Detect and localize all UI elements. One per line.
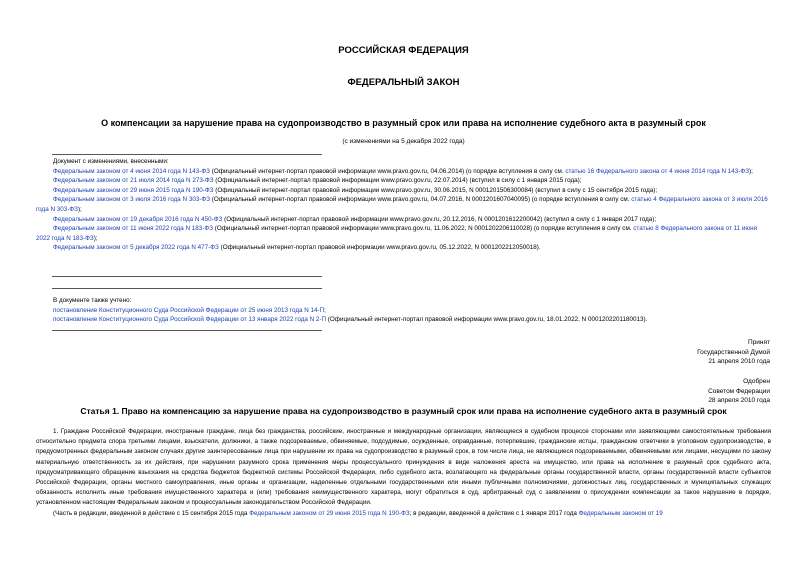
change-item (36, 224, 771, 243)
change-item-tail: ); (749, 167, 753, 175)
law-title: О компенсации за нарушение права на судопроизводство в разумный срок или права на исполнение судебного акта в разумный срок (101, 118, 706, 128)
article-1-paragraph-2 (36, 509, 771, 519)
duma-adoption (697, 338, 770, 367)
article-reference-link[interactable]: статью 8 Федерального закона от 11 июня 2022 года N 183-ФЗ (36, 225, 758, 242)
change-item-text: (Официальный интернет-портал правовой информации www.pravo.gov.ru, 04.06.2014) (о порядке вступления в силу см. (209, 167, 566, 175)
change-item (36, 195, 771, 214)
separator-top (52, 154, 322, 155)
amending-law-link[interactable]: Федеральным законом от 4 июня 2014 года N 143-ФЗ (53, 167, 210, 175)
council-line-3: 28 апреля 2010 года (708, 397, 770, 404)
court-ruling-link[interactable]: постановление Конституционного Суда Российской Федерации от 25 июня 2013 года N 14-П (53, 306, 325, 314)
council-approval (708, 377, 770, 406)
amending-law-link[interactable]: Федеральным законом от 11 июня 2022 года N 183-ФЗ (53, 225, 213, 233)
amending-law-link[interactable]: Федеральным законом от 19 декабря 2016 года N 450-ФЗ (53, 215, 223, 223)
duma-line-3: 21 апреля 2010 года (708, 358, 770, 365)
council-line-1: Одобрен (743, 378, 770, 385)
amending-law-link[interactable]: Федеральным законом от 3 июля 2016 года N 303-ФЗ (53, 196, 211, 204)
doc-type-heading: ФЕДЕРАЛЬНЫЙ ЗАКОН (347, 77, 460, 88)
change-item-text: (Официальный интернет-портал правовой информации www.pravo.gov.ru, 22.07.2014) (вступил в силу с 1 января 2015 года); (213, 177, 582, 185)
duma-line-2: Государственной Думой (697, 348, 770, 356)
considered-item-text: (Официальный интернет-портал правовой информации www.pravo.gov.ru, 18.01.2022, N 0001202201180013). (326, 316, 648, 324)
p2-text-b: ; в редакции, введенной в действие с 1 января 2017 года (409, 509, 579, 517)
separator-mid2 (52, 288, 322, 289)
court-ruling-link[interactable]: постановление Конституционного Суда Российской Федерации от 13 января 2022 года N 2-П (53, 316, 327, 324)
council-line-2: Советом Федерации (708, 387, 770, 395)
amending-law-link[interactable]: Федеральным законом от 21 июля 2014 года N 273-ФЗ (53, 177, 214, 185)
considered-block (36, 296, 771, 325)
article-reference-link[interactable]: статью 4 Федерального закона от 3 июля 2016 года N 303-ФЗ (36, 196, 768, 213)
article-1-paragraph-1: 1. Граждане Российской Федерации, иностранные граждане, лица без гражданства, российские, иностранные и международные организации, являющиеся в судебном процессе сторонами или заявляющими самостоятельные требования относительно предмета спора третьими лицами, взыскатели, должники, а также подозреваемые, обвиняемые, подсудимые, осужденные, оправданные, потерпевшие, гражданские истцы, гражданские ответчики в уголовном судопроизводстве, в предусмотренных федеральным законом случаях другие заинтересованные лица при нарушении их права на судопроизводство в разумный срок, в том числе лица, не являющиеся подозреваемыми, обвиняемыми или лицами, несущими по закону материальную ответственность за их действия, при нарушении разумного срока применения меры процессуального принуждения в виде наложения ареста на имущество, или права на исполнение в разумный срок судебного акта, предусматривающего обращение взыскания на средства бюджетов бюджетной системы Российской Федерации, либо судебного акта, возлагающего на федеральные органы государственной власти, органы государственной власти субъектов Российской Федерации, органы местного самоуправления, иные органы и организации, наделенные отдельными государственными или иными публичными полномочиями, должностных лиц, государственных и муниципальных служащих обязанность исполнить иные требования имущественного характера и (или) требования неимущественного характера, могут обратиться в суд, арбитражный суд с заявлением о присуждении компенсации за такое нарушение в порядке, установленном настоящим Федеральным законом и процессуальным законодательством Российской Федерации. (36, 428, 771, 507)
change-item-text: (Официальный интернет-портал правовой информации www.pravo.gov.ru, 30.06.2015, N 0001201506300084) (вступил в силу с 15 сентября 2015 года); (213, 186, 658, 194)
considered-intro: В документе также учтено: (53, 297, 132, 304)
duma-line-1: Принят (747, 339, 770, 346)
considered-list (36, 306, 771, 325)
change-item (36, 243, 771, 253)
considered-item (36, 306, 771, 316)
article-reference-link[interactable]: статью 16 Федерального закона от 4 июня 2014 года N 143-ФЗ (565, 167, 750, 175)
changes-list (36, 167, 771, 253)
edition-note: (с изменениями на 5 декабря 2022 года) (342, 138, 465, 145)
p2-law-link-2[interactable]: Федеральным законом от 19 (578, 509, 663, 517)
changes-intro: Документ с изменениями, внесенными: (53, 158, 169, 165)
separator-bottom (52, 330, 322, 331)
country-heading: РОССИЙСКАЯ ФЕДЕРАЦИЯ (338, 45, 469, 56)
p2-text-a: (Часть в редакции, введенной в действие с 15 сентября 2015 года (53, 509, 250, 517)
change-item-text: (Официальный интернет-портал правовой информации www.pravo.gov.ru, 20.12.2016, N 0001201612200042) (вступил в силу с 1 января 2017 года); (222, 215, 657, 223)
considered-item (36, 315, 771, 325)
p2-law-link[interactable]: Федеральным законом от 29 июня 2015 года N 190-ФЗ (249, 509, 410, 517)
considered-item-text: ; (324, 306, 326, 314)
article-1-body (36, 427, 771, 519)
separator-mid1 (52, 276, 322, 277)
change-item-text: (Официальный интернет-портал правовой информации www.pravo.gov.ru, 04.07.2016, N 0001201607040095) (о порядке вступления в силу см. (210, 196, 632, 204)
change-item (36, 167, 771, 177)
change-item (36, 215, 771, 225)
change-item-text: (Официальный интернет-портал правовой информации www.pravo.gov.ru, 11.06.2022, N 0001202206110028) (о порядке вступления в силу см. (213, 225, 634, 233)
amending-law-link[interactable]: Федеральным законом от 5 декабря 2022 года N 477-ФЗ (53, 244, 219, 252)
amending-law-link[interactable]: Федеральным законом от 29 июня 2015 года N 190-ФЗ (53, 186, 214, 194)
change-item-tail: ); (93, 234, 98, 242)
change-item (36, 176, 771, 186)
change-item-text: (Официальный интернет-портал правовой информации www.pravo.gov.ru, 05.12.2022, N 0001202212050018). (218, 244, 541, 252)
change-item (36, 186, 771, 196)
article-1-title: Статья 1. Право на компенсацию за нарушение права на судопроизводство в разумный срок или права на исполнение судебного акта в разумный срок (80, 406, 727, 416)
change-item-tail: ); (77, 205, 82, 213)
changes-block (36, 157, 771, 253)
